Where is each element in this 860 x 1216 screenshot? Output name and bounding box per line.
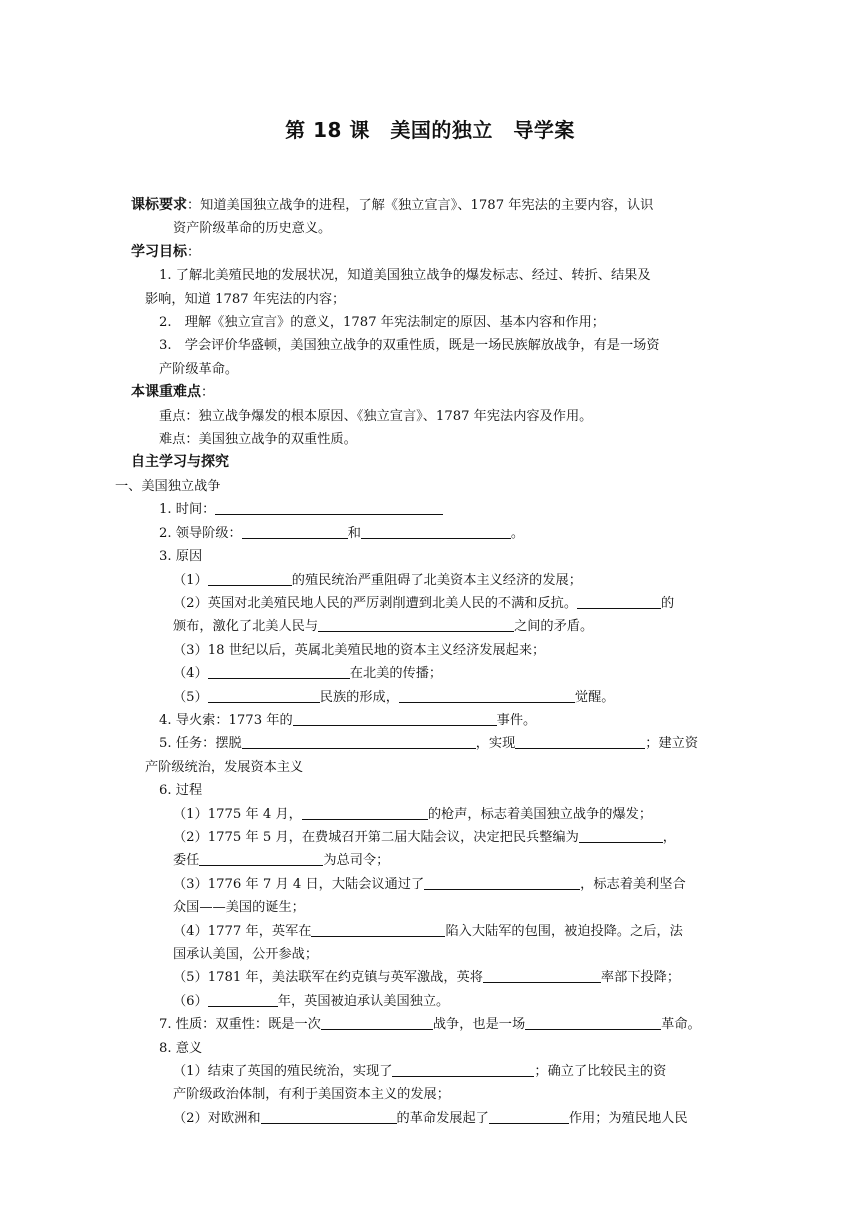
answer-blank[interactable] [293,710,497,726]
question-4: 4. 导火索：1773 年的 事件。 [131,709,731,732]
question-1: 1. 时间： [131,498,731,521]
self-study-heading: 自主学习与探究 [131,454,229,471]
answer-blank[interactable] [208,687,320,703]
answer-blank[interactable] [215,499,443,515]
answer-blank[interactable] [208,991,278,1007]
section-heading: 一、美国独立战争 [115,478,221,494]
learning-goals-heading: 学习目标： [131,243,201,260]
document-body: 课标要求：知道美国独立战争的进程，了解《独立宣言》、1787 年宪法的主要内容，认识 资产阶级革命的历史意义。 学习目标： 1. 了解北美殖民地的发展状况，知道美国独立战争的爆发标志、经过、转折、结果及 影响，知道 1787 年宪法的内容； 2. 理解《独立宣言》的意义，1787 年宪法制定的原因、基本内容和作用； 3. 学会评价华盛顿，美国独立战争的双重性质，既是一场民族解放战争，有是一场资 产阶级革命。 本课重难点： 重点：独立战争爆发的根本原因、《独立宣言》、1787 年宪法内容及作用。 难点：美国独立战争的双重性质。 自主学习与探究 一、美国独立战争 1. 时间： 2. 领导阶级： 和 。 3. 原因 （1） 的殖民统治严重阻碍了北美资本主义经济的发展； （2）英国对北美殖民地人民的严厉剥削遭到北美人民的不满和反抗。 的 颁布，激化了北美人民与 之间的矛盾。 （3）18 世纪以后，英属北美殖民地的资本主义经济发展起来； （4） 在北美的传播； （5） 民族的形成， 觉醒。 4. 导火索：1773 年的 事件。 5. 任务：摆脱 ，实现 ；建立资 产阶级统治，发展资本主义 6. 过程 （1）1775 年 4 月， 的枪声，标志着美国独立战争的爆发； （2）1775 年 5 月，在费城召开第二届大陆会议，决定把民兵整编为 ， 委任 为总司令； （3）1776 年 7 月 4 日，大陆会议通过了 ，标志着美利坚合 众国——美国的诞生； （4）1777 年，英军在 陷入大陆军的包围，被迫投降。之后，法 国承认美国，公开参战； （5）1781 年，美法联军在约克镇与英军激战，英将 率部下投降； （6） 年，英国被迫承认美国独立。 7. 性质：双重性：既是一次 战争，也是一场 革命。 8. 意义 （1）结束了英国的殖民统治，实现了 ；确立了比较民主的资 产阶级政治体制，有利于美国资本主义的发展； （2）对欧洲和 的革命发展起了 作用；为殖民地人民 [131,194,731,1130]
question-3: 3. 原因 [159,549,203,565]
question-8: 8. 意义 [159,1040,203,1056]
answer-blank[interactable] [242,733,476,749]
key-point: 重点：独立战争爆发的根本原因、《独立宣言》、1787 年宪法内容及作用。 [159,408,593,424]
answer-blank[interactable] [242,523,348,539]
answer-blank[interactable] [579,827,663,843]
answer-blank[interactable] [489,1108,569,1124]
page-title: 第 18 课 美国的独立 导学案 [285,118,575,142]
question-6: 6. 过程 [159,783,203,799]
answer-blank[interactable] [199,850,323,866]
goal-item-2: 2. 理解《独立宣言》的意义，1787 年宪法制定的原因、基本内容和作用； [159,315,605,331]
question-2: 2. 领导阶级： 和 。 [131,522,731,545]
answer-blank[interactable] [311,921,445,937]
answer-blank[interactable] [261,1108,397,1124]
answer-blank[interactable] [321,1014,433,1030]
goal-item-1: 1. 了解北美殖民地的发展状况，知道美国独立战争的爆发标志、经过、转折、结果及 [159,268,651,284]
answer-blank[interactable] [483,967,601,983]
difficult-point: 难点：美国独立战争的双重性质。 [159,432,357,448]
answer-blank[interactable] [208,570,292,586]
answer-blank[interactable] [208,663,350,679]
answer-blank[interactable] [424,874,580,890]
answer-blank[interactable] [515,733,645,749]
answer-blank[interactable] [399,687,575,703]
key-points-heading: 本课重难点： [131,384,215,401]
question-7: 7. 性质：双重性：既是一次 战争，也是一场 革命。 [131,1013,731,1036]
question-5: 5. 任务：摆脱 ，实现 ；建立资 [131,732,731,755]
curriculum-requirement: 课标要求：知道美国独立战争的进程，了解《独立宣言》、1787 年宪法的主要内容，认识 [131,197,654,213]
answer-blank[interactable] [361,523,511,539]
answer-blank[interactable] [525,1014,661,1030]
answer-blank[interactable] [577,593,661,609]
curriculum-label: 课标要求 [131,197,187,213]
answer-blank[interactable] [392,1061,534,1077]
answer-blank[interactable] [302,804,428,820]
goal-item-3: 3. 学会评价华盛顿，美国独立战争的双重性质，既是一场民族解放战争，有是一场资 [159,338,660,354]
answer-blank[interactable] [318,616,514,632]
